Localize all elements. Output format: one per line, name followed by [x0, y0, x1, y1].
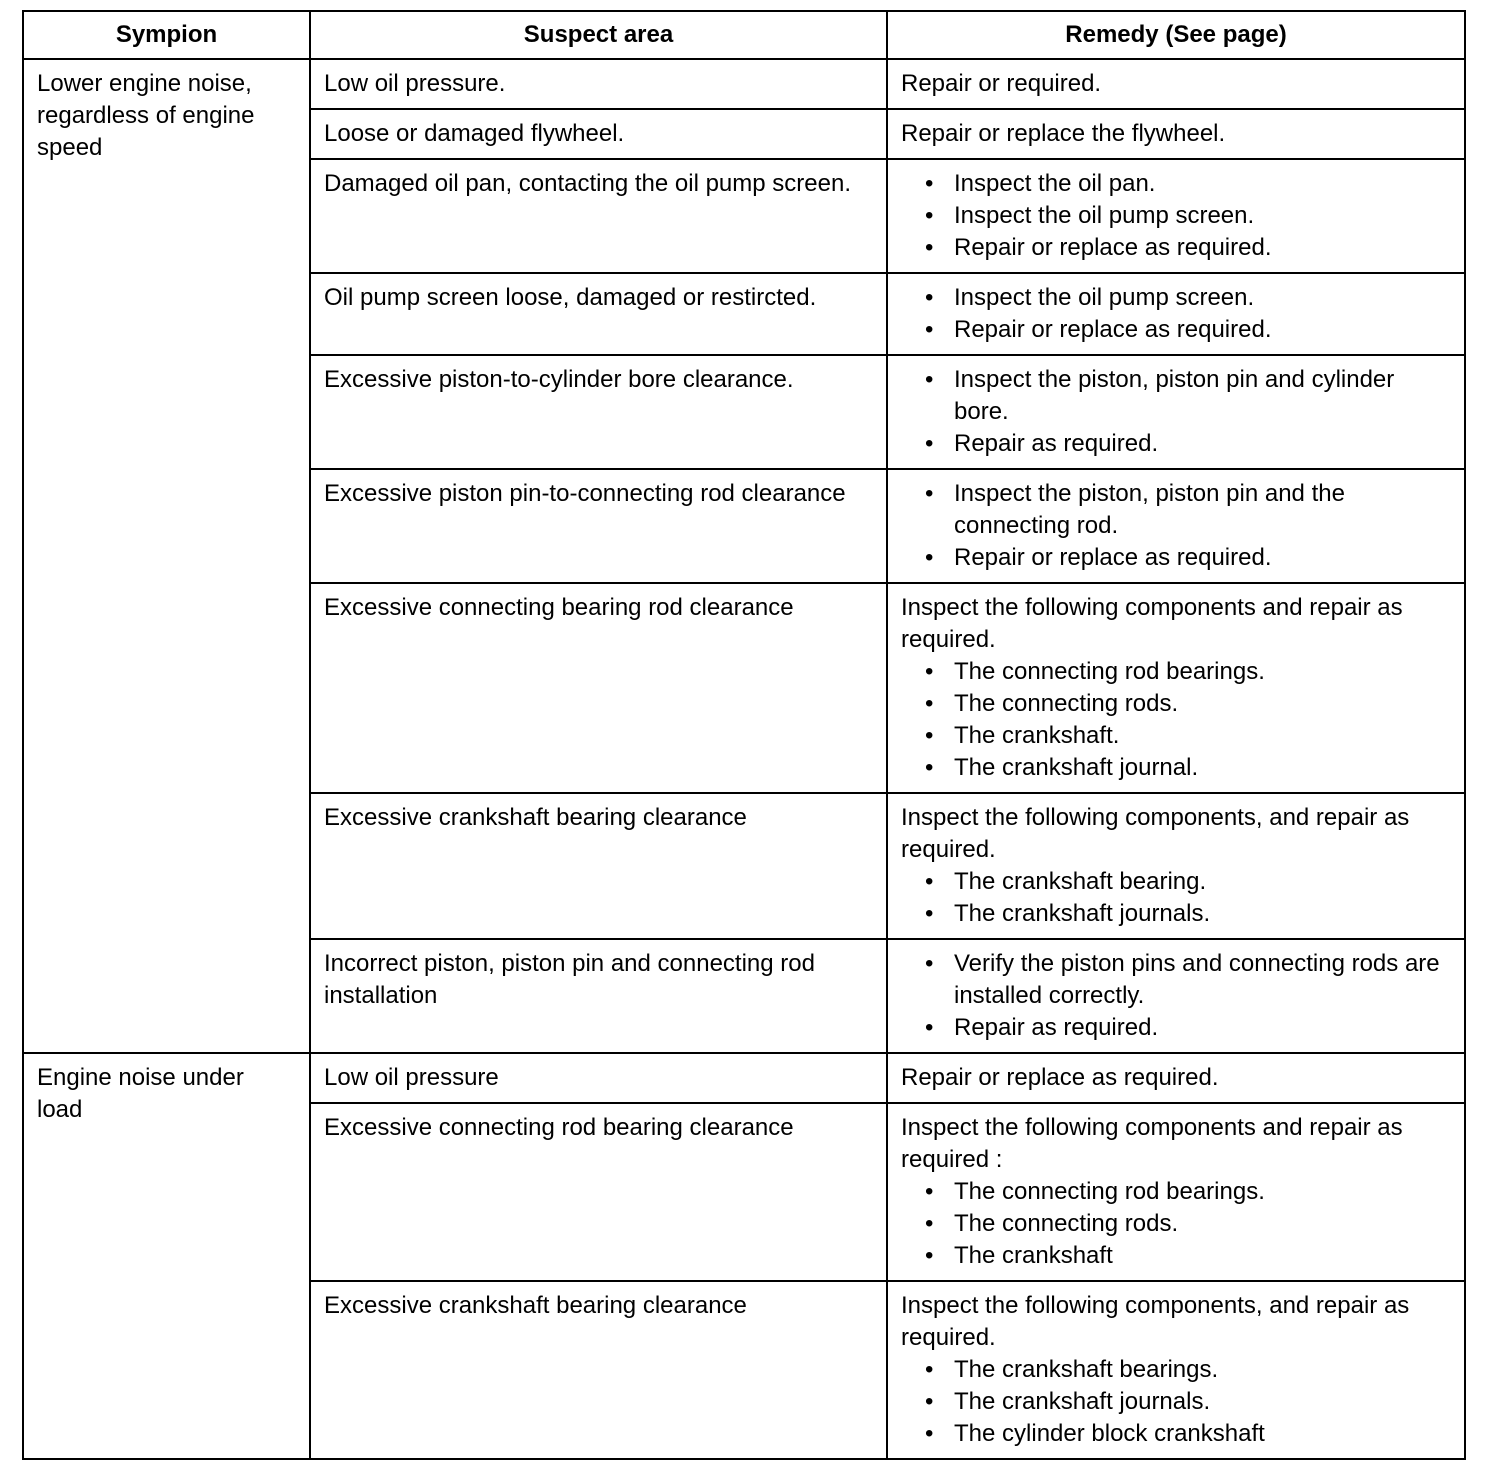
suspect-area-cell: Damaged oil pan, contacting the oil pump screen. — [310, 159, 887, 273]
suspect-area-cell: Excessive piston pin-to-connecting rod clearance — [310, 469, 887, 583]
remedy-cell — [887, 939, 1465, 1053]
suspect-area-cell: Excessive crankshaft bearing clearance — [310, 793, 887, 939]
suspect-area-cell: Excessive piston-to-cylinder bore clearance. — [310, 355, 887, 469]
remedy-bullet-list — [901, 168, 1450, 264]
suspect-area-cell: Incorrect piston, piston pin and connecting rod installation — [310, 939, 887, 1053]
remedy-bullet-item: • The cylinder block crankshaft — [901, 1418, 1450, 1450]
remedy-bullet-item: • Inspect the oil pump screen. — [901, 282, 1450, 314]
remedy-bullet-item: • The connecting rods. — [901, 688, 1450, 720]
remedy-bullet-item: • The crankshaft. — [901, 720, 1450, 752]
remedy-bullet-item: • The crankshaft — [901, 1240, 1450, 1272]
remedy-bullet-item: • The crankshaft journal. — [901, 752, 1450, 784]
remedy-bullet-list — [901, 866, 1450, 930]
suspect-area-cell: Excessive connecting rod bearing clearance — [310, 1103, 887, 1281]
remedy-bullet-item: • The crankshaft bearing. — [901, 866, 1450, 898]
remedy-cell — [887, 1281, 1465, 1459]
remedy-cell — [887, 1103, 1465, 1281]
remedy-bullet-list — [901, 1354, 1450, 1450]
remedy-cell — [887, 59, 1465, 109]
suspect-area-cell: Excessive connecting bearing rod clearance — [310, 583, 887, 793]
remedy-bullet-item: • Inspect the piston, piston pin and cylinder bore. — [901, 364, 1450, 428]
header-remedy: Remedy (See page) — [887, 11, 1465, 59]
remedy-cell — [887, 1053, 1465, 1103]
remedy-text: Inspect the following components, and repair as required. — [901, 804, 1410, 863]
remedy-cell — [887, 159, 1465, 273]
symptom-cell: Engine noise under load — [23, 1053, 310, 1459]
remedy-bullet-item: • Inspect the piston, piston pin and the connecting rod. — [901, 478, 1450, 542]
remedy-bullet-item: • Verify the piston pins and connecting rods are installed correctly. — [901, 948, 1450, 1012]
remedy-text: Inspect the following components, and repair as required. — [901, 1292, 1410, 1351]
remedy-bullet-list — [901, 364, 1450, 460]
remedy-text: Repair or replace as required. — [901, 1064, 1219, 1091]
remedy-bullet-list — [901, 478, 1450, 574]
remedy-bullet-item: • The crankshaft bearings. — [901, 1354, 1450, 1386]
remedy-bullet-item: • The connecting rods. — [901, 1208, 1450, 1240]
header-suspect-area: Suspect area — [310, 11, 887, 59]
remedy-cell — [887, 109, 1465, 159]
remedy-bullet-item: • The connecting rod bearings. — [901, 656, 1450, 688]
remedy-bullet-item: • Repair as required. — [901, 1012, 1450, 1044]
remedy-cell — [887, 583, 1465, 793]
suspect-area-cell: Oil pump screen loose, damaged or restircted. — [310, 273, 887, 355]
remedy-cell — [887, 793, 1465, 939]
remedy-bullet-list — [901, 1176, 1450, 1272]
symptom-cell: Lower engine noise, regardless of engine speed — [23, 59, 310, 1053]
remedy-bullet-list — [901, 656, 1450, 784]
remedy-bullet-item: • The crankshaft journals. — [901, 898, 1450, 930]
remedy-text: Repair or replace the flywheel. — [901, 120, 1226, 147]
suspect-area-cell: Loose or damaged flywheel. — [310, 109, 887, 159]
table-row — [23, 59, 1465, 109]
remedy-text: Inspect the following components and repair as required : — [901, 1114, 1403, 1173]
remedy-cell — [887, 355, 1465, 469]
suspect-area-cell: Excessive crankshaft bearing clearance — [310, 1281, 887, 1459]
remedy-cell — [887, 469, 1465, 583]
remedy-bullet-item: • Inspect the oil pump screen. — [901, 200, 1450, 232]
remedy-bullet-item: • Repair or replace as required. — [901, 314, 1450, 346]
remedy-text: Repair or required. — [901, 70, 1102, 97]
remedy-bullet-item: • Repair as required. — [901, 428, 1450, 460]
table-body — [23, 59, 1465, 1459]
table-header-row — [23, 11, 1465, 59]
suspect-area-cell: Low oil pressure — [310, 1053, 887, 1103]
remedy-bullet-item: • The crankshaft journals. — [901, 1386, 1450, 1418]
remedy-bullet-item: • Repair or replace as required. — [901, 542, 1450, 574]
remedy-bullet-list — [901, 282, 1450, 346]
remedy-bullet-list — [901, 948, 1450, 1044]
remedy-bullet-item: • The connecting rod bearings. — [901, 1176, 1450, 1208]
remedy-text: Inspect the following components and repair as required. — [901, 594, 1403, 653]
remedy-bullet-item: • Repair or replace as required. — [901, 232, 1450, 264]
remedy-cell — [887, 273, 1465, 355]
header-symptom: Sympion — [23, 11, 310, 59]
table-row — [23, 1053, 1465, 1103]
diagnosis-table — [22, 10, 1466, 1460]
suspect-area-cell: Low oil pressure. — [310, 59, 887, 109]
remedy-bullet-item: • Inspect the oil pan. — [901, 168, 1450, 200]
